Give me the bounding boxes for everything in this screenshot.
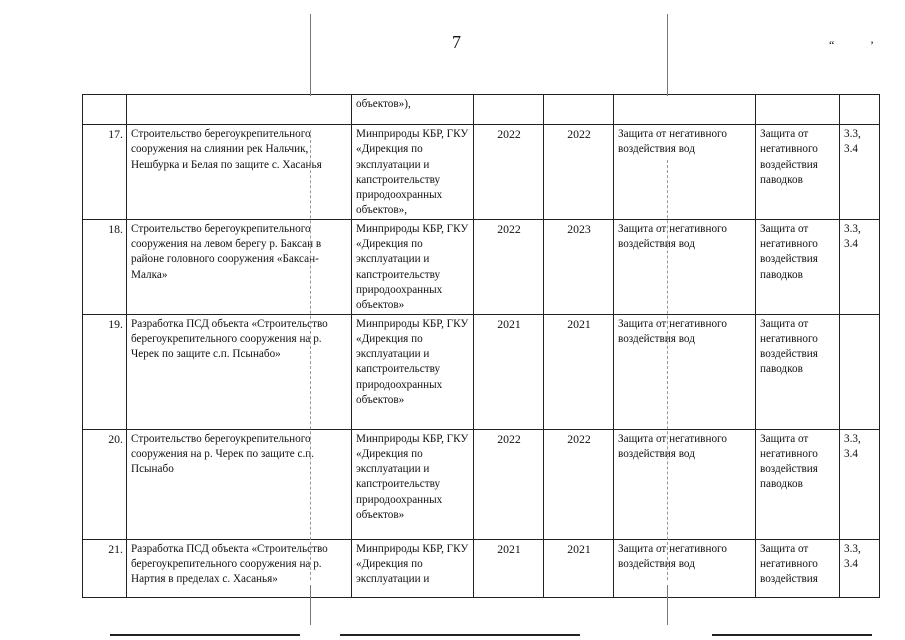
table-row xyxy=(83,125,880,220)
cell-executor: Минприроды КБР, ГКУ «Дирекция по эксплуатации и капстроительству природоохранных объектов» xyxy=(352,219,474,314)
bottom-rule xyxy=(110,634,300,636)
cell-num: 21. xyxy=(83,539,127,597)
cell-start: 2022 xyxy=(474,429,544,539)
cell-num: 19. xyxy=(83,314,127,429)
cell-num: 17. xyxy=(83,125,127,220)
cell-start: 2021 xyxy=(474,314,544,429)
cell-executor: Минприроды КБР, ГКУ «Дирекция по эксплуатации и xyxy=(352,539,474,597)
cell-end: 2022 xyxy=(544,125,614,220)
cell-start xyxy=(474,95,544,125)
cell-goal: Защита от негативного воздействия вод xyxy=(614,429,756,539)
cell-link: 3.3, 3.4 xyxy=(840,539,880,597)
cell-start: 2021 xyxy=(474,539,544,597)
cell-goal xyxy=(614,95,756,125)
cell-link: 3.3, 3.4 xyxy=(840,429,880,539)
cell-name: Строительство берегоукрепительного сооружения на левом берегу р. Баксан в районе головного сооружения «Баксан-Малка» xyxy=(127,219,352,314)
scan-line xyxy=(310,585,311,625)
cell-link: 3.3, 3.4 xyxy=(840,219,880,314)
cell-executor: Минприроды КБР, ГКУ «Дирекция по эксплуатации и капстроительству природоохранных объектов» xyxy=(352,429,474,539)
cell-goal: Защита от негативного воздействия вод xyxy=(614,219,756,314)
cell-result: Защита от негативного воздействия паводков xyxy=(756,125,840,220)
cell-end: 2023 xyxy=(544,219,614,314)
bottom-rule xyxy=(712,634,872,636)
cell-end: 2021 xyxy=(544,314,614,429)
scan-line xyxy=(310,14,311,96)
cell-start: 2022 xyxy=(474,219,544,314)
page-number: 7 xyxy=(452,32,461,52)
cell-end xyxy=(544,95,614,125)
cell-name: Строительство берегоукрепительного сооружения на р. Черек по защите с.п. Псынабо xyxy=(127,429,352,539)
corner-mark: “ xyxy=(829,38,835,52)
cell-end: 2021 xyxy=(544,539,614,597)
cell-result xyxy=(756,95,840,125)
cell-num: 20. xyxy=(83,429,127,539)
cell-num: 18. xyxy=(83,219,127,314)
cell-executor: Минприроды КБР, ГКУ «Дирекция по эксплуатации и капстроительству природоохранных объектов» xyxy=(352,314,474,429)
scan-line xyxy=(667,14,668,96)
scan-line xyxy=(667,160,669,580)
cell-goal: Защита от негативного воздействия вод xyxy=(614,539,756,597)
cell-name: Разработка ПСД объекта «Строительство берегоукрепительного сооружения на р. Черек по защите с.п. Псынабо» xyxy=(127,314,352,429)
cell-end: 2022 xyxy=(544,429,614,539)
cell-result: Защита от негативного воздействия паводков xyxy=(756,429,840,539)
cell-start: 2022 xyxy=(474,125,544,220)
cell-result: Защита от негативного воздействия паводков xyxy=(756,314,840,429)
cell-executor: Минприроды КБР, ГКУ «Дирекция по эксплуатации и капстроительству природоохранных объектов», xyxy=(352,125,474,220)
cell-executor: объектов»), xyxy=(352,95,474,125)
cell-name: Строительство берегоукрепительного сооружения на слиянии рек Нальчик, Нешбурка и Белая по защите с. Хасанья xyxy=(127,125,352,220)
cell-num xyxy=(83,95,127,125)
scan-line xyxy=(667,585,668,625)
cell-goal: Защита от негативного воздействия вод xyxy=(614,314,756,429)
cell-result: Защита от негативного воздействия xyxy=(756,539,840,597)
cell-link: 3.3, 3.4 xyxy=(840,125,880,220)
bottom-rule xyxy=(340,634,580,636)
cell-goal: Защита от негативного воздействия вод xyxy=(614,125,756,220)
table-row xyxy=(83,314,880,429)
table-row xyxy=(83,219,880,314)
table-row xyxy=(83,429,880,539)
table-row xyxy=(83,539,880,597)
table-row-continuation xyxy=(83,95,880,125)
cell-link xyxy=(840,95,880,125)
measures-table xyxy=(82,94,880,598)
cell-link xyxy=(840,314,880,429)
cell-name xyxy=(127,95,352,125)
corner-mark: ’ xyxy=(870,38,874,52)
cell-result: Защита от негативного воздействия паводков xyxy=(756,219,840,314)
cell-name: Разработка ПСД объекта «Строительство берегоукрепительного сооружения на р. Нартия в пределах с. Хасанья» xyxy=(127,539,352,597)
scan-line xyxy=(310,130,312,580)
